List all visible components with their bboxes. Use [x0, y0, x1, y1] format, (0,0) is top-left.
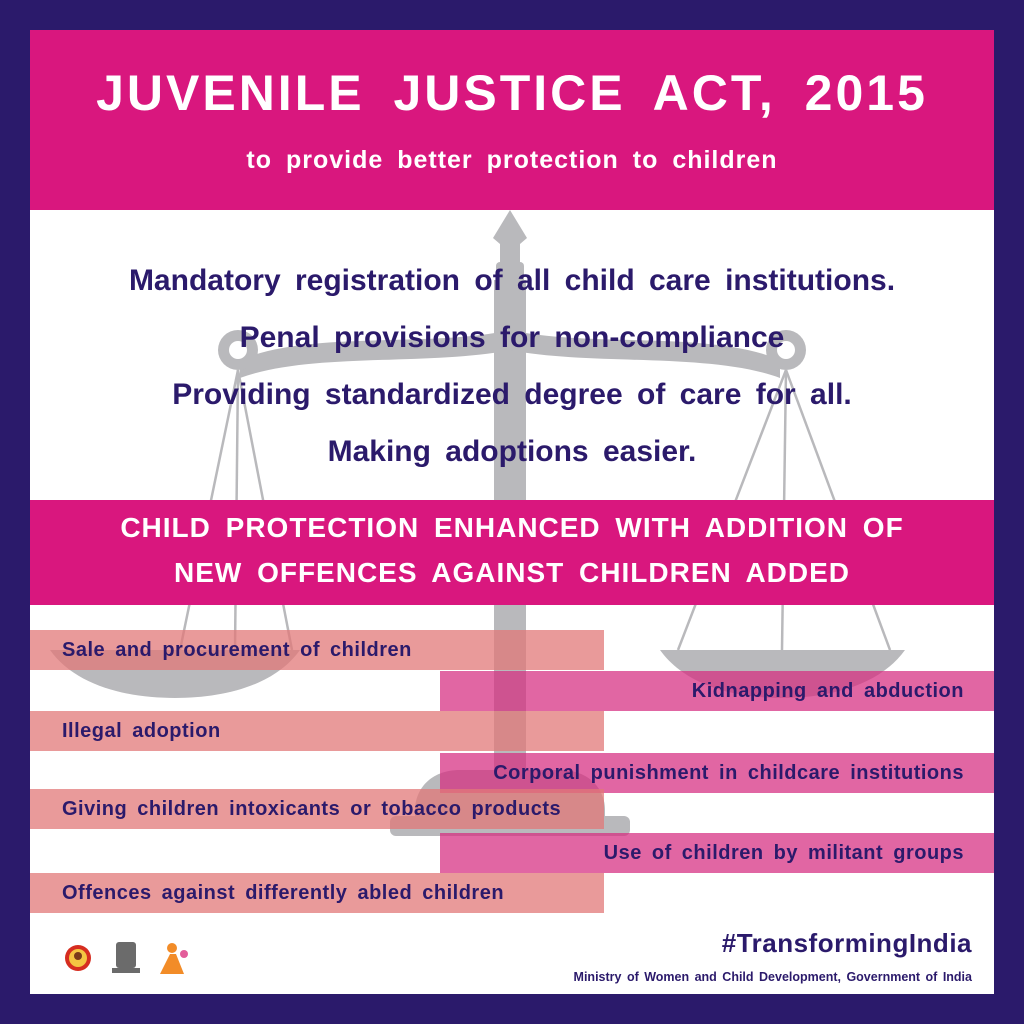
banner-line-1: CHILD PROTECTION ENHANCED WITH ADDITION OF [120, 512, 904, 543]
ministry-credit: Ministry of Women and Child Development, Government of India [573, 970, 972, 984]
offence-item: Kidnapping and abduction [440, 671, 994, 711]
provision-item: Providing standardized degree of care for all. [172, 378, 852, 411]
offence-item: Sale and procurement of children [30, 630, 604, 670]
offences-banner [30, 500, 994, 605]
ministry-logo [160, 943, 188, 974]
page-subtitle: to provide better protection to children [246, 146, 778, 174]
poster [30, 30, 994, 994]
emblem-logo [65, 945, 91, 971]
offence-item: Corporal punishment in childcare institutions [440, 753, 994, 793]
provisions-list [30, 252, 994, 480]
provision-item: Penal provisions for non-compliance [239, 321, 785, 354]
hashtag: #TransformingIndia [721, 928, 972, 958]
offence-item: Offences against differently abled children [30, 873, 604, 913]
page-title: JUVENILE JUSTICE ACT, 2015 [96, 65, 928, 121]
footer-logos [60, 936, 200, 980]
banner-line-2: NEW OFFENCES AGAINST CHILDREN ADDED [173, 557, 851, 588]
ashoka-emblem-logo [112, 942, 140, 973]
offence-item: Use of children by militant groups [440, 833, 994, 873]
header-band [30, 30, 994, 210]
offence-item: Illegal adoption [30, 711, 604, 751]
provision-item: Making adoptions easier. [327, 435, 697, 468]
provision-item: Mandatory registration of all child care institutions. [128, 264, 896, 297]
offence-item: Giving children intoxicants or tobacco products [30, 789, 604, 829]
